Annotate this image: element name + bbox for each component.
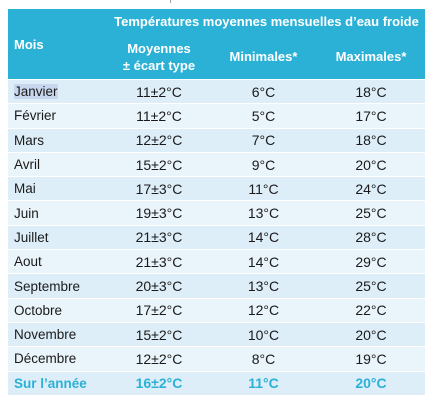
summary-max: 20°C xyxy=(317,371,425,395)
min-cell: 8°C xyxy=(210,347,317,371)
max-cell: 22°C xyxy=(317,298,425,322)
summary-mean: 16±2°C xyxy=(108,371,210,395)
mois-header: Mois xyxy=(8,9,108,80)
mean-cell: 11±2°C xyxy=(108,104,210,128)
mean-cell: 17±3°C xyxy=(108,177,210,201)
max-cell: 17°C xyxy=(317,104,425,128)
max-cell: 18°C xyxy=(317,80,425,104)
min-cell: 9°C xyxy=(210,152,317,176)
col-minimales-header: Minimales* xyxy=(210,34,317,80)
month-cell: Aout xyxy=(8,250,108,274)
table-row xyxy=(8,225,425,249)
col-moyennes-line2: ± écart type xyxy=(122,57,196,73)
month-cell: Octobre xyxy=(8,298,108,322)
max-cell: 20°C xyxy=(317,322,425,346)
summary-row xyxy=(8,371,425,395)
mean-cell: 12±2°C xyxy=(108,128,210,152)
max-cell: 25°C xyxy=(317,201,425,225)
min-cell: 10°C xyxy=(210,322,317,346)
max-cell: 29°C xyxy=(317,250,425,274)
col-moyennes-line1: Moyennes xyxy=(127,40,191,56)
mean-cell: 11±2°C xyxy=(108,80,210,104)
mean-cell: 20±3°C xyxy=(108,274,210,298)
month-cell: Juillet xyxy=(8,225,108,249)
mean-cell: 21±3°C xyxy=(108,225,210,249)
min-cell: 6°C xyxy=(210,80,317,104)
scroll-tick-mark xyxy=(170,0,171,3)
table-row xyxy=(8,201,425,225)
summary-label: Sur l’année xyxy=(8,371,108,395)
month-cell: Décembre xyxy=(8,347,108,371)
min-cell: 5°C xyxy=(210,104,317,128)
table-row xyxy=(8,347,425,371)
table-row xyxy=(8,152,425,176)
max-cell: 25°C xyxy=(317,274,425,298)
table-body xyxy=(8,80,425,395)
table-row xyxy=(8,274,425,298)
table-row xyxy=(8,104,425,128)
summary-min: 11°C xyxy=(210,371,317,395)
table-row xyxy=(8,322,425,346)
col-maximales-header: Maximales* xyxy=(317,34,425,80)
max-cell: 20°C xyxy=(317,152,425,176)
mean-cell: 19±3°C xyxy=(108,201,210,225)
max-cell: 18°C xyxy=(317,128,425,152)
table-row xyxy=(8,177,425,201)
min-cell: 12°C xyxy=(210,298,317,322)
month-cell: Mars xyxy=(8,128,108,152)
month-cell: Novembre xyxy=(8,322,108,346)
water-temperature-table xyxy=(8,9,425,395)
min-cell: 7°C xyxy=(210,128,317,152)
mean-cell: 21±3°C xyxy=(108,250,210,274)
table-row xyxy=(8,250,425,274)
selected-text[interactable]: Janvier xyxy=(14,84,58,100)
max-cell: 28°C xyxy=(317,225,425,249)
col-moyennes-header xyxy=(108,34,210,80)
max-cell: 19°C xyxy=(317,347,425,371)
mean-cell: 17±2°C xyxy=(108,298,210,322)
min-cell: 14°C xyxy=(210,225,317,249)
min-cell: 13°C xyxy=(210,274,317,298)
month-cell xyxy=(8,80,108,104)
month-cell: Mai xyxy=(8,177,108,201)
month-cell: Avril xyxy=(8,152,108,176)
table-row xyxy=(8,298,425,322)
max-cell: 24°C xyxy=(317,177,425,201)
table-row xyxy=(8,128,425,152)
table-row xyxy=(8,80,425,104)
mean-cell: 15±2°C xyxy=(108,322,210,346)
min-cell: 14°C xyxy=(210,250,317,274)
table-header xyxy=(8,9,425,80)
month-cell: Juin xyxy=(8,201,108,225)
min-cell: 13°C xyxy=(210,201,317,225)
mean-cell: 15±2°C xyxy=(108,152,210,176)
mean-cell: 12±2°C xyxy=(108,347,210,371)
min-cell: 11°C xyxy=(210,177,317,201)
group-title: Températures moyennes mensuelles d’eau froide xyxy=(108,9,425,34)
month-cell: Février xyxy=(8,104,108,128)
month-cell: Septembre xyxy=(8,274,108,298)
